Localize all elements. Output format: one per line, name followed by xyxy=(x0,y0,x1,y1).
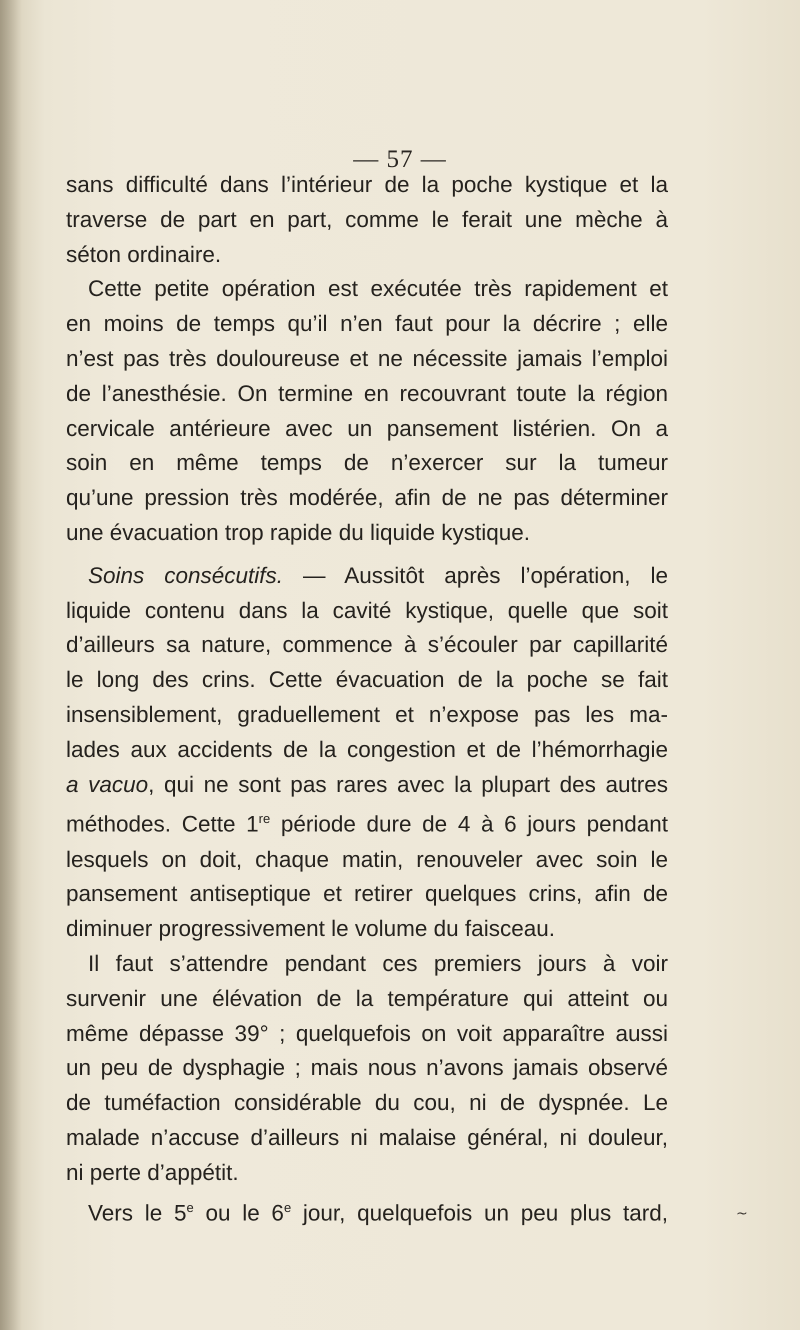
binding-shadow xyxy=(0,0,22,1330)
paragraph-2 xyxy=(66,272,668,550)
paragraph-4 xyxy=(66,947,668,1191)
text-line xyxy=(66,802,668,842)
text-line: de l’anesthésie. On termine en recouvrant toute la région xyxy=(66,380,668,406)
margin-mark: ~ xyxy=(736,1206,748,1222)
text-line: malade n’accuse d’ailleurs ni malaise général, ni douleur, xyxy=(66,1125,668,1151)
text-line: survenir une élévation de la température qui atteint ou xyxy=(66,985,668,1011)
text-line xyxy=(66,768,668,803)
page-body-text xyxy=(66,168,668,1231)
text-run: ou le 6 xyxy=(193,1200,284,1226)
text-run: méthodes. Cette 1 xyxy=(66,811,259,837)
text-line: Cette petite opération est exécutée très rapidement et xyxy=(88,276,668,302)
text-line: cervicale antérieure avec un pansement listérien. On a xyxy=(66,415,668,441)
text-run: Vers le 5 xyxy=(88,1200,187,1226)
paragraph-1 xyxy=(66,168,668,272)
text-line: de tuméfaction considérable du cou, ni de dyspnée. Le xyxy=(66,1090,668,1116)
text-line: une évacuation trop rapide du liquide kystique. xyxy=(66,519,531,545)
text-line: insensiblement, graduellement et n’expose pas les ma- xyxy=(66,701,668,727)
text-line: ni perte d’appétit. xyxy=(66,1159,239,1185)
text-line: lesquels on doit, chaque matin, renouveler avec soin le xyxy=(66,846,668,872)
latin-term: a vacuo xyxy=(66,771,149,797)
page-number: — 57 — xyxy=(353,146,447,173)
superscript: e xyxy=(186,1199,194,1215)
superscript: e xyxy=(283,1199,292,1215)
superscript: re xyxy=(258,811,271,827)
paragraph-3 xyxy=(66,559,668,947)
text-run: , qui ne sont pas rares avec la plupart des autres xyxy=(148,771,668,797)
text-line: en moins de temps qu’il n’en faut pour la décrire ; elle xyxy=(66,311,668,337)
text-line: même dépasse 39° ; quelquefois on voit apparaître aussi xyxy=(66,1020,668,1046)
paragraph-5 xyxy=(66,1191,668,1231)
text-line: sans difficulté dans l’intérieur de la poche kystique et la xyxy=(66,172,668,197)
text-line: pansement antiseptique et retirer quelques crins, afin de xyxy=(66,881,668,907)
text-line: n’est pas très douloureuse et ne nécessite jamais l’emploi xyxy=(66,345,668,371)
text-line xyxy=(66,559,668,594)
text-line: liquide contenu dans la cavité kystique, quelle que soit xyxy=(66,597,668,623)
text-line: séton ordinaire. xyxy=(66,241,222,267)
text-line: traverse de part en part, comme le ferait une mèche à xyxy=(66,206,668,232)
text-line: diminuer progressivement le volume du faisceau. xyxy=(66,916,555,942)
text-line: soin en même temps de n’exercer sur la tumeur xyxy=(66,450,668,476)
text-line: un peu de dysphagie ; mais nous n’avons jamais observé xyxy=(66,1055,668,1081)
text-line: qu’une pression très modérée, afin de ne pas déterminer xyxy=(66,485,668,511)
text-line xyxy=(66,1191,668,1231)
text-run: période dure de 4 à 6 jours pendant xyxy=(270,811,668,837)
text-line: d’ailleurs sa nature, commence à s’écouler par capillarité xyxy=(66,632,668,658)
text-line: lades aux accidents de la congestion et de l’hémorrhagie xyxy=(66,736,668,762)
text-run: jour, quelquefois un peu plus tard, xyxy=(291,1200,668,1226)
text-line: le long des crins. Cette évacuation de la poche se fait xyxy=(66,667,668,693)
text-line: Il faut s’attendre pendant ces premiers jours à voir xyxy=(88,951,668,977)
text-run: — Aussitôt après l’opération, le xyxy=(283,562,668,588)
section-heading: Soins consécutifs. xyxy=(88,562,284,588)
